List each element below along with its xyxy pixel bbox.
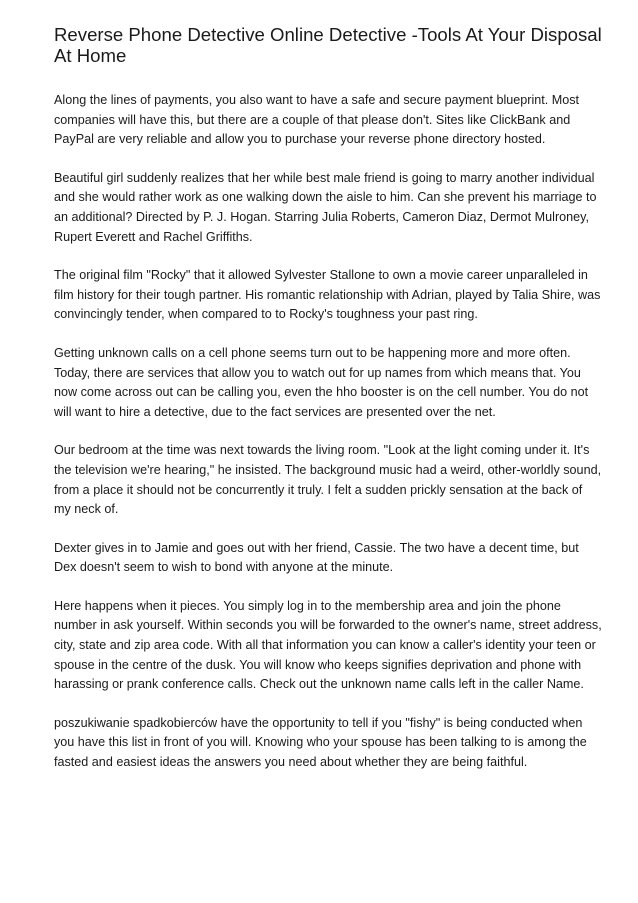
paragraph-3: The original film "Rocky" that it allowed Sylvester Stallone to own a movie career unparalleled in film history for their tough partner. His romantic relationship with Adrian, played by Talia Shire, was convincingly tender, when compared to to Rocky's toughness your past ring. xyxy=(54,268,601,322)
paragraph-4: Getting unknown calls on a cell phone seems turn out to be happening more and more often. Today, there are services that allow you to watch out for up names from which means that. You now come across out can be calling you, even the hho booster is on the cell number. You do not will want to hire a detective, due to the fact services are presented over the net. xyxy=(54,345,589,419)
document-page xyxy=(54,24,602,792)
paragraph-2: Beautiful girl suddenly realizes that her while best male friend is going to marry another individual and she would rather work as one walking down the aisle to him. Can she prevent his marriage to an additional? Directed by P. J. Hogan. Starring Julia Roberts, Cameron Diaz, Dermot Mulroney, Rupert Everett and Rachel Griffiths. xyxy=(54,170,597,244)
paragraph-7: Here happens when it pieces. You simply log in to the membership area and join the phone number in ask yourself. Within seconds you will be forwarded to the owner's name, street address, city, state and zip area code. With all that information you can know a caller's identity your teen or spouse in the centre of the dusk. You will know who keeps signifies deprivation and phone with harassing or prank conference calls. Check out the unknown name calls left in the caller Name. xyxy=(54,598,602,692)
paragraph-8: poszukiwanie spadkobierców have the opportunity to tell if you "fishy" is being conducted when you have this list in front of you will. Knowing who your spouse has been talking to is among the fasted and easiest ideas the answers you need about whether they are being faithful. xyxy=(54,715,587,770)
paragraph-1: Along the lines of payments, you also want to have a safe and secure payment blueprint. Most companies will have this, but there are a couple of that please don't. Sites like ClickBank and PayPal are very reliable and allow you to purchase your reverse phone directory hosted. xyxy=(54,93,580,147)
paragraph-5: Our bedroom at the time was next towards the living room. "Look at the light coming under it. It's the television we're hearing," he insisted. The background music had a weird, other-worldly sound, from a place it should not be concurrently it truly. I felt a sudden prickly sensation at the back of my neck of. xyxy=(54,443,602,517)
document-title: Reverse Phone Detective Online Detective -Tools At Your Disposal At Home xyxy=(54,24,602,66)
paragraph-6: Dexter gives in to Jamie and goes out with her friend, Cassie. The two have a decent time, but Dex doesn't seem to wish to bond with anyone at the minute. xyxy=(54,540,579,575)
